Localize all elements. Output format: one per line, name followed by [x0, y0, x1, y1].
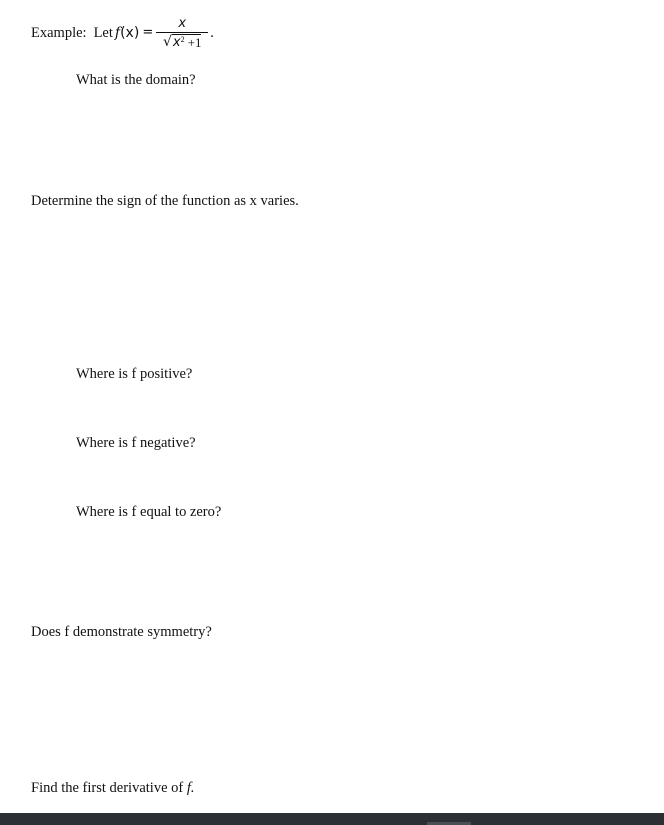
question-negative: Where is f negative? — [76, 435, 196, 451]
formula-fraction — [156, 16, 208, 50]
derivative-text: Find the first derivative of — [31, 780, 187, 796]
radicand-exponent: 2 — [180, 35, 185, 44]
radicand-variable: x — [172, 35, 181, 50]
square-root-icon: √ — [162, 34, 172, 50]
statement-period: . — [210, 25, 214, 41]
question-domain: What is the domain? — [76, 72, 196, 88]
function-notation — [115, 24, 139, 42]
question-symmetry: Does f demonstrate symmetry? — [31, 624, 212, 640]
example-label: Example: — [31, 25, 87, 41]
viewer-bottom-bar — [0, 813, 664, 825]
fraction-numerator: x — [178, 16, 187, 31]
radicand-constant: +1 — [187, 35, 202, 50]
let-word: Let — [93, 25, 113, 41]
question-zero: Where is f equal to zero? — [76, 504, 222, 520]
question-sign: Determine the sign of the function as x varies. — [31, 193, 299, 209]
radicand — [172, 34, 202, 50]
derivative-function: f. — [186, 780, 195, 796]
fraction-bar — [156, 32, 208, 33]
equals-sign: = — [142, 25, 154, 40]
example-statement — [31, 12, 214, 54]
function-name: f — [114, 25, 121, 41]
question-derivative — [31, 779, 195, 797]
fraction-denominator — [163, 34, 201, 50]
question-positive: Where is f positive? — [76, 366, 193, 382]
function-argument: (x) — [120, 25, 140, 41]
